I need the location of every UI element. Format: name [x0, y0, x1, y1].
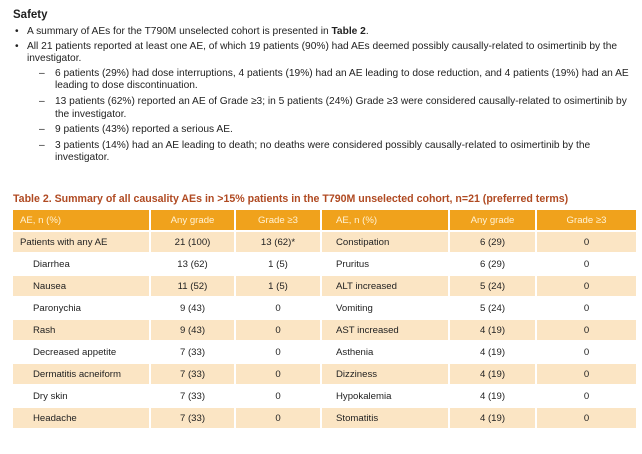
table-row — [13, 230, 638, 252]
table-row — [13, 340, 638, 362]
table-cell: 6 (29) — [450, 252, 537, 274]
bullet-text: A summary of AEs for the T790M unselected cohort is presented in — [27, 26, 332, 37]
table-cell: Stomatitis — [322, 406, 450, 428]
bullet-text: 3 patients (14%) had an AE leading to death; no deaths were considered possibly causally-related to osimertinib by the investigator. — [55, 139, 591, 164]
table-cell: 0 — [537, 340, 638, 362]
table-cell: 0 — [236, 362, 322, 384]
table-header-row — [13, 210, 638, 230]
table-cell: 9 (43) — [151, 296, 236, 318]
table-cell: Asthenia — [322, 340, 450, 362]
table-cell: 11 (52) — [151, 274, 236, 296]
table-cell: 7 (33) — [151, 362, 236, 384]
column-header: Any grade — [450, 210, 537, 230]
table-cell: ALT increased — [322, 274, 450, 296]
table-title: Table 2. Summary of all causality AEs in >15% patients in the T790M unselected cohort, n=21 (preferred terms) — [13, 193, 569, 205]
table-cell: 13 (62) — [151, 252, 236, 274]
table-cell: Dermatitis acneiform — [13, 362, 151, 384]
bullet-text: 6 patients (29%) had dose interruptions, 4 patients (19%) had an AE leading to dose reduction, and 4 patients (19%) had an AE leading to dose discontinuation. — [55, 67, 629, 92]
column-header: Any grade — [151, 210, 236, 230]
bullet-item — [13, 41, 633, 66]
table-cell: 13 (62)* — [236, 230, 322, 252]
bullet-list — [13, 26, 633, 168]
table-cell: 0 — [537, 362, 638, 384]
table-row — [13, 274, 638, 296]
table-body — [13, 230, 638, 428]
bullet-bold-text: Table 2 — [331, 26, 366, 37]
table-cell: 0 — [236, 384, 322, 406]
table-cell: 5 (24) — [450, 296, 537, 318]
bullet-text: 13 patients (62%) reported an AE of Grade ≥3; in 5 patients (24%) Grade ≥3 were considered causally-related to osimertinib by the investigator. — [55, 95, 627, 120]
table-cell: Diarrhea — [13, 252, 151, 274]
table-row — [13, 252, 638, 274]
sub-bullet-item — [13, 96, 633, 121]
table-cell: Decreased appetite — [13, 340, 151, 362]
table-cell: 0 — [537, 274, 638, 296]
table-cell: Dry skin — [13, 384, 151, 406]
sub-bullet-item — [13, 124, 633, 137]
table-cell: 4 (19) — [450, 340, 537, 362]
column-header: AE, n (%) — [322, 210, 450, 230]
table-cell: 0 — [236, 318, 322, 340]
bullet-text: All 21 patients reported at least one AE, of which 19 patients (90%) had AEs deemed possibly causally-related to osimertinib by the investigator. — [27, 40, 618, 65]
table-cell: AST increased — [322, 318, 450, 340]
table-cell: 21 (100) — [151, 230, 236, 252]
bullet-text: 9 patients (43%) reported a serious AE. — [55, 124, 233, 136]
table-cell: Rash — [13, 318, 151, 340]
table-cell: 7 (33) — [151, 406, 236, 428]
table-cell: 4 (19) — [450, 318, 537, 340]
table-cell: 1 (5) — [236, 252, 322, 274]
table-cell: 9 (43) — [151, 318, 236, 340]
table-row — [13, 384, 638, 406]
column-header: Grade ≥3 — [537, 210, 638, 230]
bullet-item — [13, 26, 633, 39]
column-header: AE, n (%) — [13, 210, 151, 230]
table-cell: 0 — [236, 296, 322, 318]
table-cell: 7 (33) — [151, 340, 236, 362]
table-cell: 0 — [537, 384, 638, 406]
column-header: Grade ≥3 — [236, 210, 322, 230]
table-cell: 0 — [537, 296, 638, 318]
table-row — [13, 406, 638, 428]
table-cell: Pruritus — [322, 252, 450, 274]
sub-bullet-item — [13, 68, 633, 93]
table-cell: 0 — [236, 340, 322, 362]
table-cell: 7 (33) — [151, 384, 236, 406]
table-cell: 0 — [537, 230, 638, 252]
table-cell: Vomiting — [322, 296, 450, 318]
table-cell: Hypokalemia — [322, 384, 450, 406]
ae-summary-table — [13, 210, 638, 428]
table-cell: 5 (24) — [450, 274, 537, 296]
table-cell: 0 — [537, 318, 638, 340]
table-cell: 0 — [537, 406, 638, 428]
table-row — [13, 318, 638, 340]
table-cell: 4 (19) — [450, 406, 537, 428]
table-cell: 1 (5) — [236, 274, 322, 296]
table-cell: Constipation — [322, 230, 450, 252]
table-cell: Paronychia — [13, 296, 151, 318]
bullet-text-end: . — [365, 26, 369, 37]
table-row — [13, 362, 638, 384]
table-row — [13, 296, 638, 318]
table-cell: 0 — [537, 252, 638, 274]
table-cell: Headache — [13, 406, 151, 428]
table-cell: 4 (19) — [450, 384, 537, 406]
sub-bullet-item — [13, 140, 633, 165]
table-cell: Patients with any AE — [13, 230, 151, 252]
table-cell: Dizziness — [322, 362, 450, 384]
table-cell: 4 (19) — [450, 362, 537, 384]
section-title: Safety — [13, 9, 48, 21]
table-cell: 6 (29) — [450, 230, 537, 252]
table-cell: 0 — [236, 406, 322, 428]
table-cell: Nausea — [13, 274, 151, 296]
